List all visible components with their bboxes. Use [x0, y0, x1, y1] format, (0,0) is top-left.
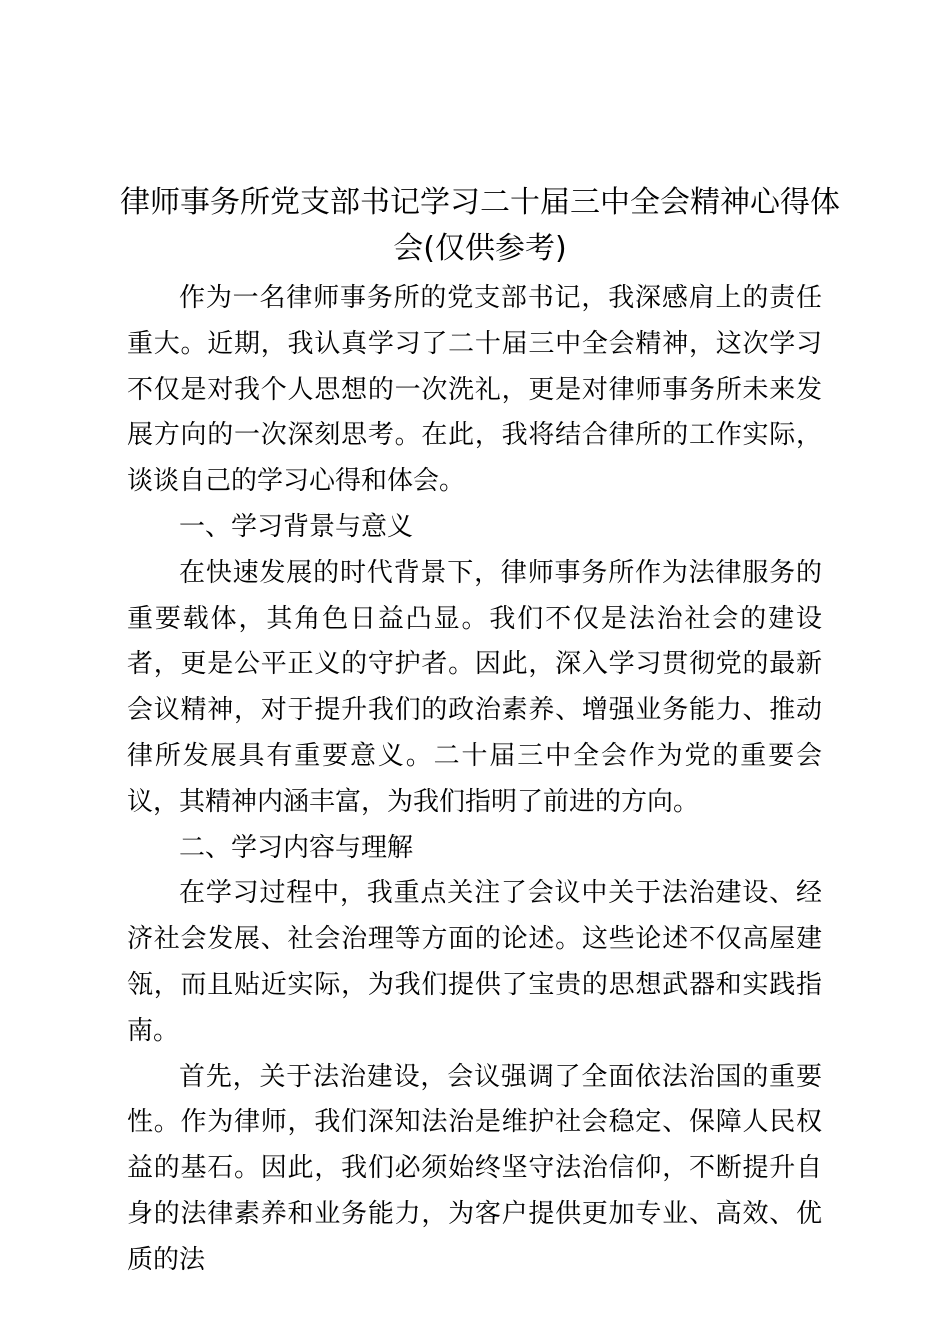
document-title: 律师事务所党支部书记学习二十届三中全会精神心得体会(仅供参考) — [120, 185, 840, 266]
section-heading-content: 二、学习内容与理解 — [179, 832, 414, 863]
document-body — [127, 276, 822, 1284]
content-paragraph: 在学习过程中，我重点关注了会议中关于法治建设、经济社会发展、社会治理等方面的论述。这些论述不仅高屋建瓴，而且贴近实际，为我们提供了宝贵的思想武器和实践指南。 — [127, 878, 822, 1046]
section-heading-background: 一、学习背景与意义 — [179, 511, 414, 542]
rule-of-law-paragraph: 首先，关于法治建设，会议强调了全面依法治国的重要性。作为律师，我们深知法治是维护社会稳定、保障人民权益的基石。因此，我们必须始终坚守法治信仰，不断提升自身的法律素养和业务能力，为客户提供更加专业、高效、优质的法 — [127, 1061, 822, 1275]
background-paragraph: 在快速发展的时代背景下，律师事务所作为法律服务的重要载体，其角色日益凸显。我们不仅是法治社会的建设者，更是公平正义的守护者。因此，深入学习贯彻党的最新会议精神，对于提升我们的政治素养、增强业务能力、推动律所发展具有重要意义。二十届三中全会作为党的重要会议，其精神内涵丰富，为我们指明了前进的方向。 — [127, 557, 822, 817]
intro-paragraph: 作为一名律师事务所的党支部书记，我深感肩上的责任重大。近期，我认真学习了二十届三中全会精神，这次学习不仅是对我个人思想的一次洗礼，更是对律师事务所未来发展方向的一次深刻思考。在此，我将结合律所的工作实际，谈谈自己的学习心得和体会。 — [127, 283, 822, 497]
